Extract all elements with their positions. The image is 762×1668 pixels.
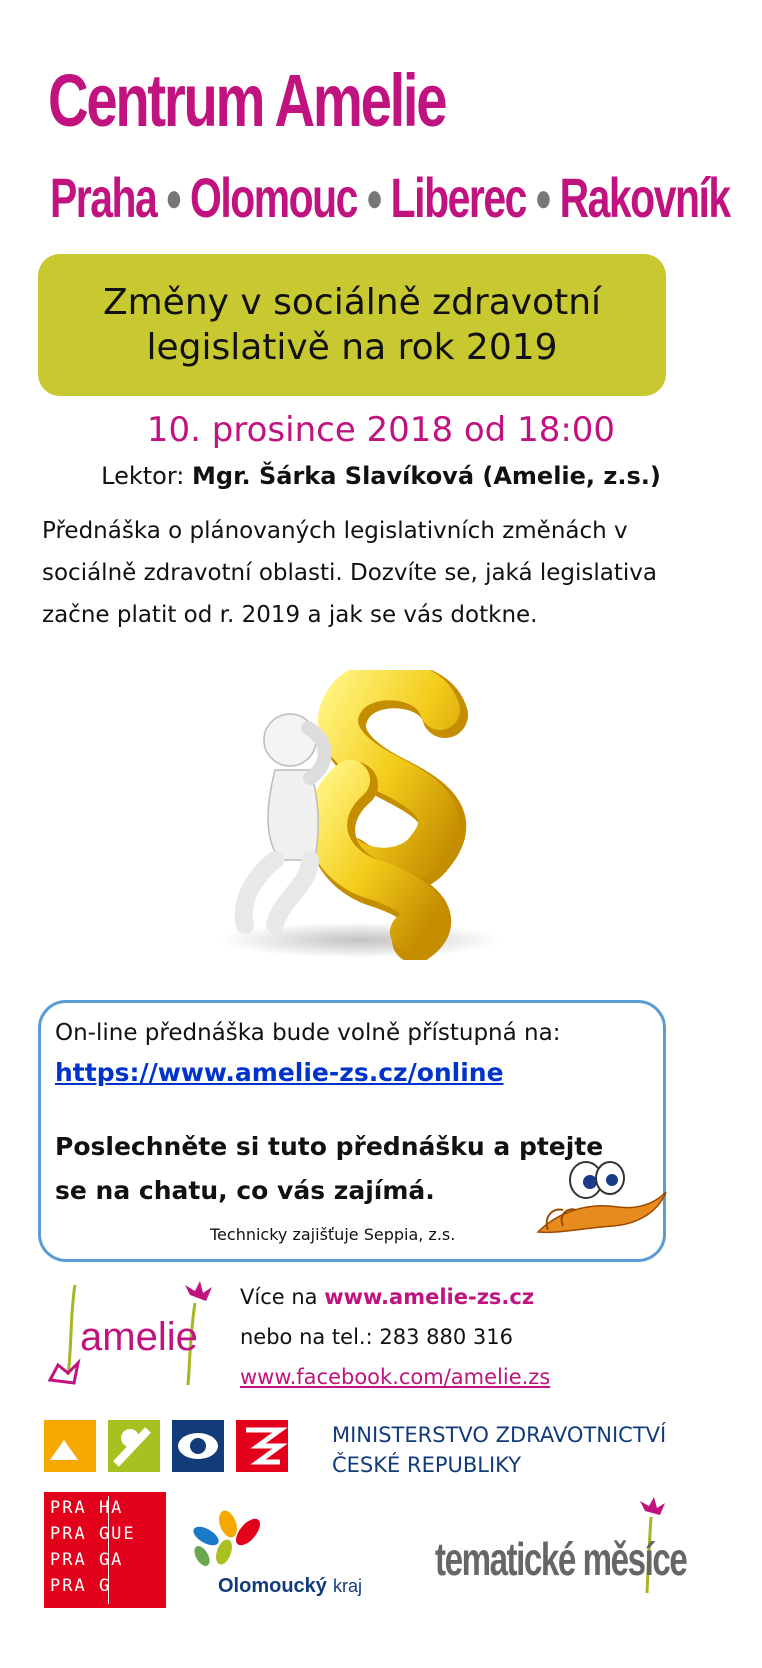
contact-phone: nebo na tel.: 283 880 316 — [240, 1325, 513, 1349]
ministry-logo-icons — [44, 1420, 306, 1478]
seppia-cuttlefish-logo — [528, 1152, 670, 1244]
ministry-name — [332, 1420, 666, 1480]
paragraph-illustration — [180, 670, 520, 960]
city-praha: Praha — [50, 166, 157, 229]
city-olomouc: Olomouc — [190, 166, 357, 229]
online-intro: On-line přednáška bude volně přístupná na: — [55, 1020, 561, 1046]
event-title-line2: legislativě na rok 2019 — [146, 327, 558, 368]
tematicke-mesice-logo: tematické měsíce — [435, 1533, 687, 1585]
city-rakovnik: Rakovník — [559, 166, 730, 229]
praha-row: PRA HA — [50, 1498, 124, 1518]
city-list — [50, 166, 730, 229]
praha-logo — [44, 1492, 166, 1608]
city-liberec: Liberec — [390, 166, 526, 229]
contact-block — [240, 1277, 550, 1397]
lecturer-name: Mgr. Šárka Slavíková (Amelie, z.s.) — [192, 462, 661, 490]
praha-row: PRA G — [50, 1576, 112, 1596]
bullet-dot: ● — [165, 176, 182, 220]
praha-row: PRA GUE — [50, 1524, 136, 1544]
contact-prefix: Více na — [240, 1285, 325, 1309]
lecturer-line — [0, 462, 762, 490]
brand-title: Centrum Amelie — [48, 59, 446, 142]
online-link[interactable]: https://www.amelie-zs.cz/online — [55, 1058, 504, 1087]
amelie-logo-text: amelie — [80, 1315, 198, 1359]
technical-note: Technicky zajišťuje Seppia, z.s. — [210, 1225, 456, 1244]
olomouc-suffix: kraj — [333, 1576, 363, 1596]
call-to-action: Poslechněte si tuto přednášku a ptejte se na chatu, co vás zajímá. — [55, 1132, 604, 1205]
olomouc-name: Olomoucký — [218, 1575, 327, 1597]
website-link[interactable]: www.amelie-zs.cz — [324, 1285, 535, 1309]
bullet-dot: ● — [534, 176, 551, 220]
event-title-line1: Změny v sociálně zdravotní — [102, 282, 602, 323]
lecturer-label: Lektor: — [101, 462, 185, 490]
contact-website-line — [240, 1277, 550, 1317]
olomoucky-kraj-logo — [178, 1510, 378, 1600]
praha-row: PRA GA — [50, 1550, 124, 1570]
event-title-banner — [38, 254, 666, 396]
ministry-line1: MINISTERSTVO ZDRAVOTNICTVÍ — [332, 1423, 667, 1447]
amelie-logo — [40, 1275, 215, 1395]
event-date: 10. prosince 2018 od 18:00 — [146, 410, 616, 450]
bullet-dot: ● — [365, 176, 382, 220]
ministry-line2: ČESKÉ REPUBLIKY — [332, 1453, 522, 1477]
event-description: Přednáška o plánovaných legislativních změnách v sociálně zdravotní oblasti. Dozvíte se, jaká legislativa začne platit od r. 2019 a jak se vás dotkne. — [42, 518, 657, 628]
facebook-link[interactable]: www.facebook.com/amelie.zs — [240, 1365, 551, 1389]
